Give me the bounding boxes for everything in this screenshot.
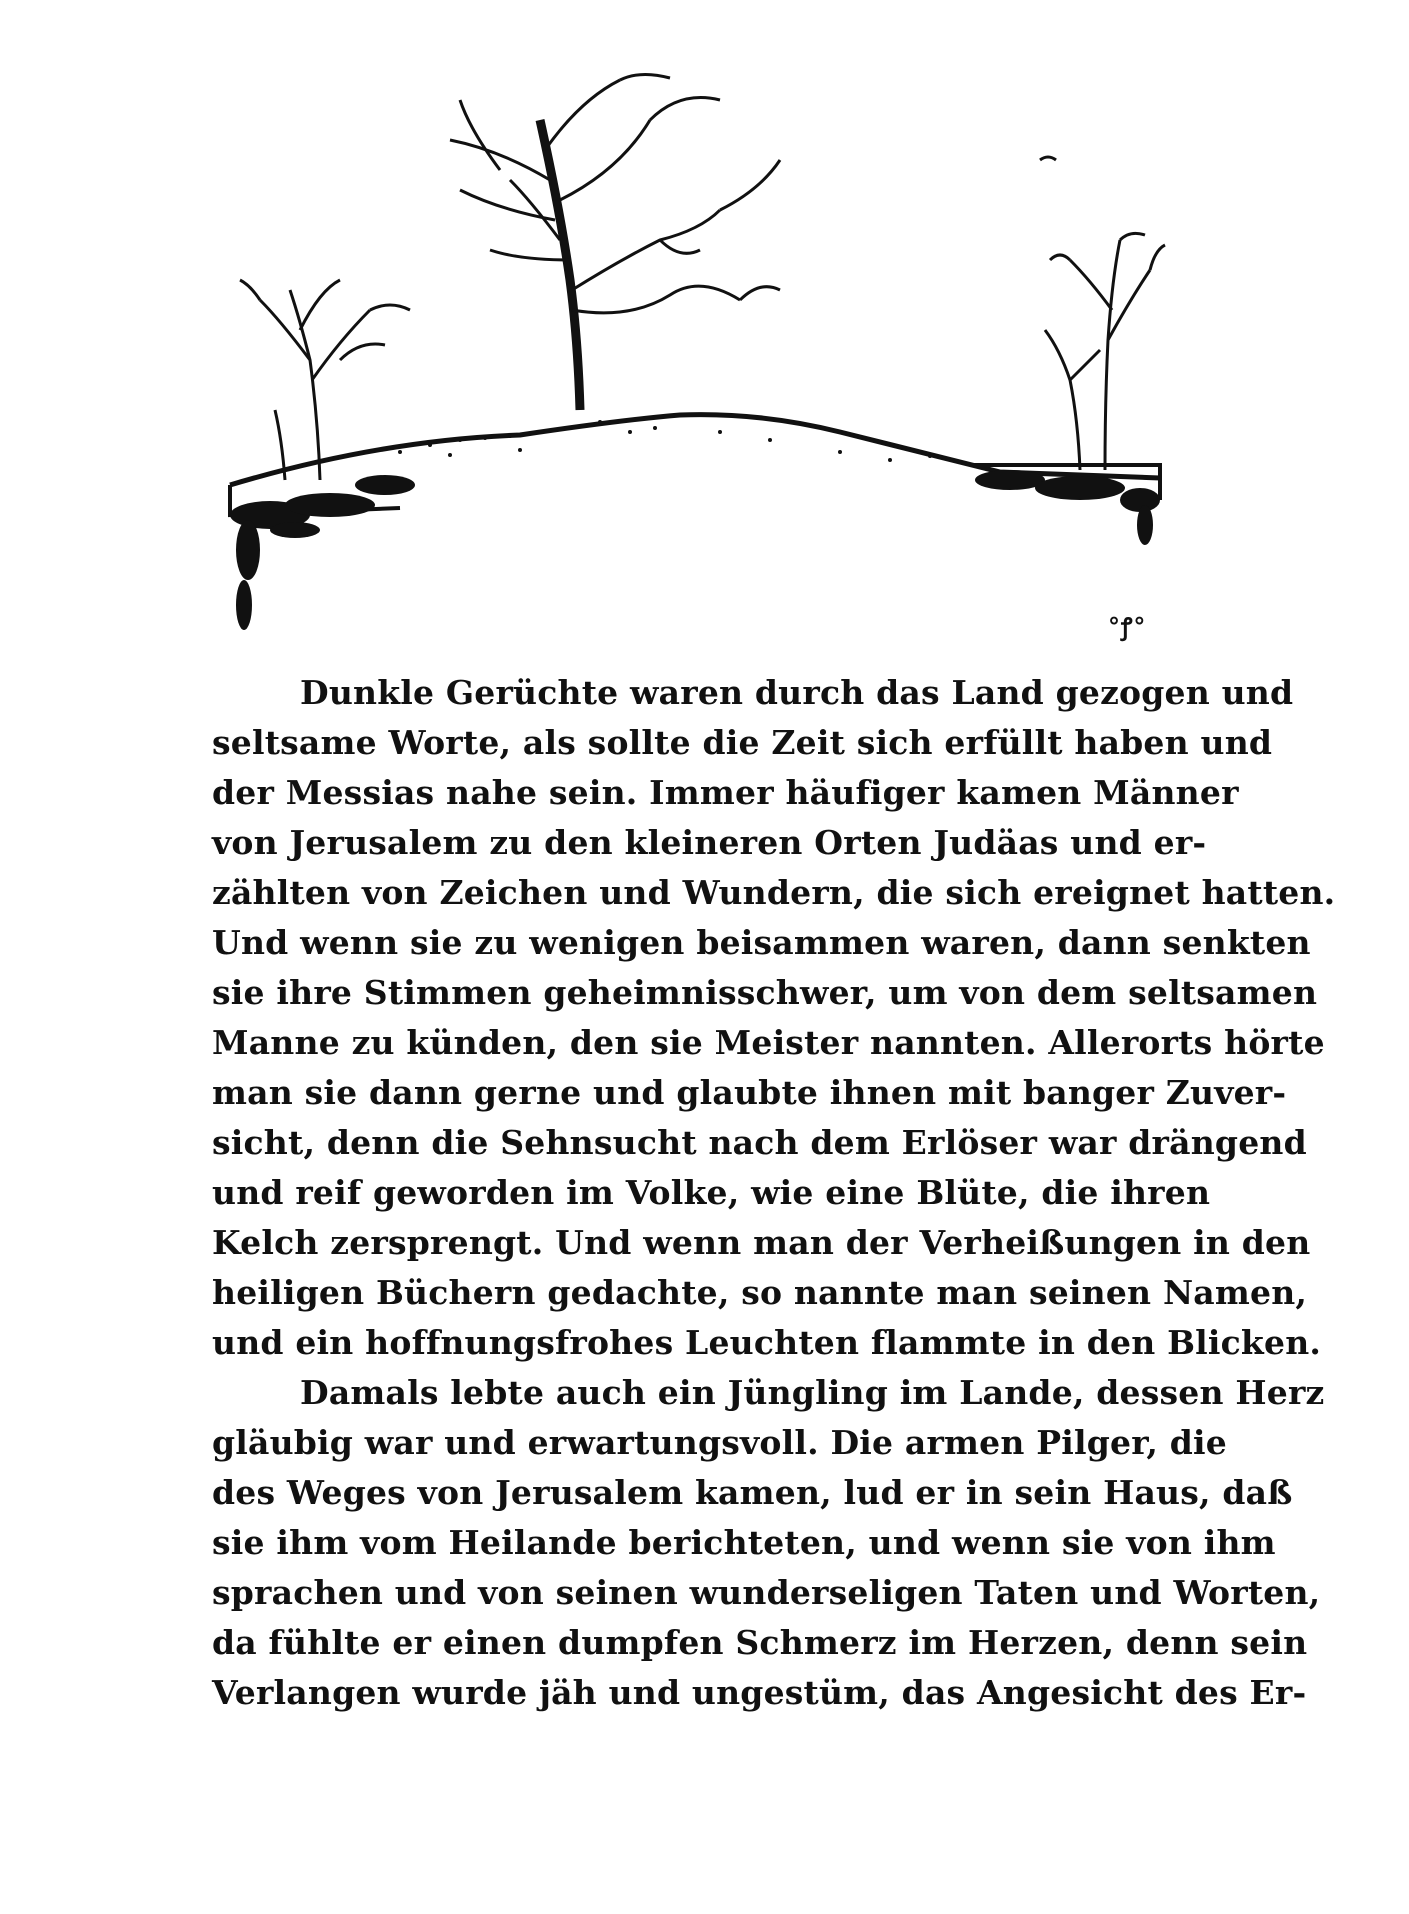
text-line: sie ihm vom Heilande berichteten, und wenn sie von ihm: [212, 1523, 1276, 1562]
text-line: der Messias nahe sein. Immer häufiger kamen Männer: [212, 773, 1239, 812]
text-line: zählten von Zeichen und Wundern, die sich ereignet hatten.: [212, 873, 1336, 912]
tree-trunk: [540, 120, 580, 410]
text-line: und reif geworden im Volke, wie eine Blüte, die ihren: [212, 1173, 1211, 1212]
text-line: man sie dann gerne und glaubte ihnen mit banger Zuver-: [212, 1073, 1287, 1112]
text-line: sie ihre Stimmen geheimnisschwer, um von dem seltsamen: [212, 973, 1318, 1012]
text-line: heiligen Büchern gedachte, so nannte man seinen Namen,: [212, 1273, 1308, 1312]
text-line: sprachen und von seinen wunderseligen Taten und Worten,: [212, 1573, 1321, 1612]
tree-branches: [450, 74, 780, 312]
artist-monogram: °ꝭ°: [1108, 612, 1147, 641]
body-text: [212, 668, 1336, 1718]
right-trees: [1045, 233, 1165, 470]
text-line: Dunkle Gerüchte waren durch das Land gezogen und: [300, 673, 1294, 712]
illustration-svg: [200, 60, 1220, 680]
text-line: da fühlte er einen dumpfen Schmerz im Herzen, denn sein: [212, 1623, 1308, 1662]
left-rocks: [230, 475, 415, 630]
text-line: Kelch zersprengt. Und wenn man der Verheißungen in den: [212, 1223, 1311, 1262]
text-line: seltsame Worte, als sollte die Zeit sich erfüllt haben und: [212, 723, 1273, 762]
text-line: und ein hoffnungsfrohes Leuchten flammte in den Blicken.: [212, 1323, 1322, 1362]
text-line: Damals lebte auch ein Jüngling im Lande, dessen Herz: [300, 1373, 1325, 1412]
hill-speckles: [398, 420, 932, 462]
text-line: Verlangen wurde jäh und ungestüm, das Angesicht des Er-: [212, 1673, 1307, 1712]
text-line: von Jerusalem zu den kleineren Orten Judäas und er-: [212, 823, 1207, 862]
text-line: Manne zu künden, den sie Meister nannten. Allerorts hörte: [212, 1023, 1325, 1062]
text-line: Und wenn sie zu wenigen beisammen waren, dann senkten: [212, 923, 1311, 962]
tree-on-hill-illustration: [200, 60, 1220, 680]
text-line: des Weges von Jerusalem kamen, lud er in sein Haus, daß: [212, 1473, 1293, 1512]
bird-icon: [1040, 157, 1056, 160]
text-line: gläubig war und erwartungsvoll. Die armen Pilger, die: [212, 1423, 1227, 1462]
right-rocks: [975, 470, 1160, 545]
text-line: sicht, denn die Sehnsucht nach dem Erlöser war drängend: [212, 1123, 1307, 1162]
